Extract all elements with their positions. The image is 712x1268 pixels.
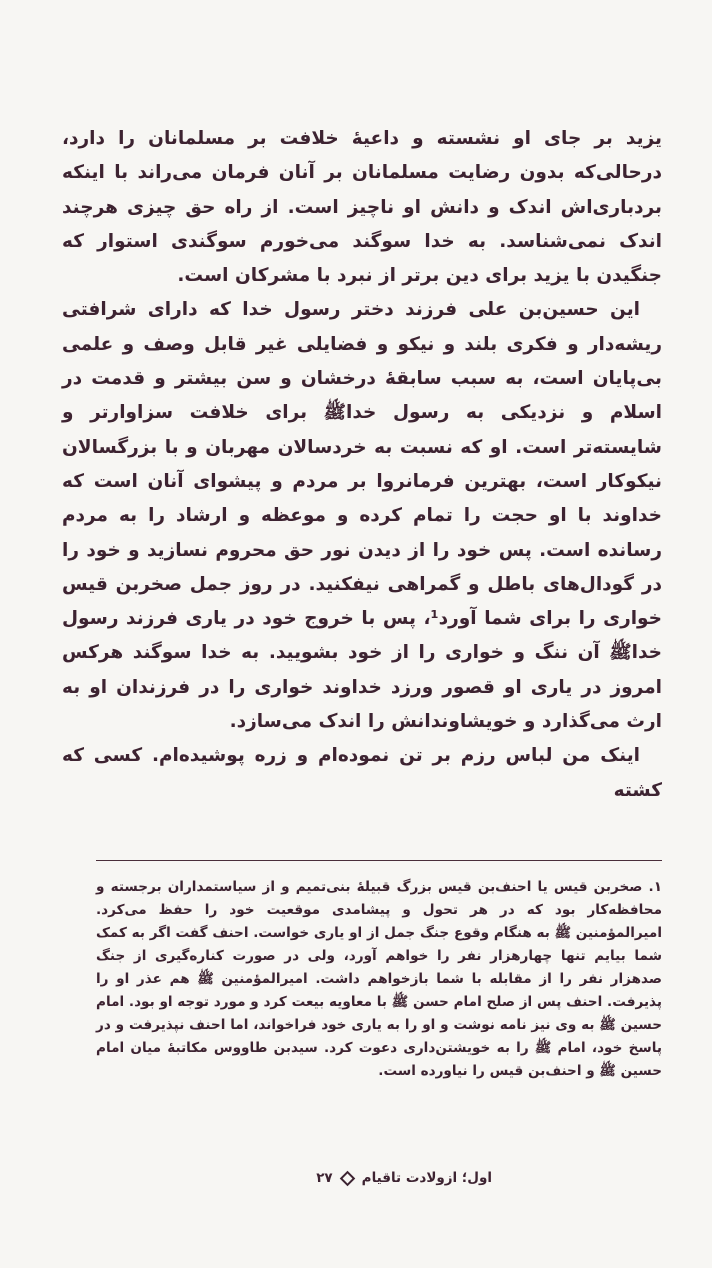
section-title: اول؛ ازولادت تاقیام [361,1170,492,1186]
diamond-ornament-icon [339,1170,355,1186]
paragraph-3: اینک من لباس رزم بر تن نموده‌ام و زره پوشیده‌ام. کسی که کشته [62,745,662,801]
footnote: ۱. صخربن قیس یا احنف‌بن قیس بزرگ قبیلهٔ بنی‌تمیم و از سیاستمداران برجسته و محافظه‌کار بود که در هر تحول و پیشامدی موقعیت خود را حفظ می‌کرد. امیرالمؤمنین ﷺ به هنگام وقوع جنگ جمل از او یاری خواست. احنف گفت اگر به کمک شما بیایم تنها چهارهزار نفر را خواهم آورد، ولی در صورت کناره‌گیری از جنگ صدهزار نفر را از مقابله با شما بازخواهم داشت. امیرالمؤمنین ﷺ هم عذر او را پذیرفت. احنف پس از صلح امام حسن ﷺ با معاویه بیعت کرد و مورد توجه او بود. امام حسین ﷺ به وی نیز نامه نوشت و او را به یاری خود فراخواند، اما احنف نپذیرفت و در پاسخ خود، امام ﷺ را به خویشتن‌داری دعوت کرد. سیدبن طاووس مکاتبهٔ میان امام حسین ﷺ و احنف‌بن قیس را نیاورده است. [96,879,662,1079]
page-footer [316,1170,492,1186]
paragraph-2: این حسین‌بن علی فرزند دختر رسول خدا که دارای شرافتی ریشه‌دار و فکری بلند و نیکو و فضایلی غیر قابل وصف و علمی بی‌پایان است، به سبب سابقهٔ درخشان و سن بیشتر و قدمت در اسلام و نزدیکی به رسول خداﷺ برای خلافت سزاوارتر و شایسته‌تر است. او که نسبت به خردسالان مهربان و با بزرگسالان نیکوکار است، بهترین فرمانروا بر مردم و پیشوای آنان است که خداوند با او حجت را تمام کرده و موعظه و ارشاد را به مردم رسانده است. پس خود را از دیدن نور حق محروم نسازید و خود را در گودال‌های باطل و گمراهی نیفکنید. در روز جمل صخربن قیس خواری را برای شما آورد¹، پس با خروج خود در یاری فرزند رسول خداﷺ آن ننگ و خواری را از خود بشویید. به خدا سوگند هرکس امروز در یاری او قصور ورزد خداوند خواری را در فرزندان او به ارث می‌گذارد و خویشاوندانش را اندک می‌سازد. [62,299,662,733]
footnote-divider [96,860,662,861]
paragraph-1: یزید بر جای او نشسته و داعیهٔ خلافت بر مسلمانان را دارد، درحالی‌که بدون رضایت مسلمانان بر آنان فرمان می‌راند با اینکه بردباری‌اش اندک و دانش او ناچیز است. از راه حق چیزی هرچند اندک نمی‌شناسد. به خدا سوگند می‌خورم سوگندی استوار که جنگیدن با یزید برای دین برتر از نبرد با مشرکان است. [62,128,662,287]
page-number: ۲۷ [316,1170,333,1186]
main-text [62,122,662,808]
